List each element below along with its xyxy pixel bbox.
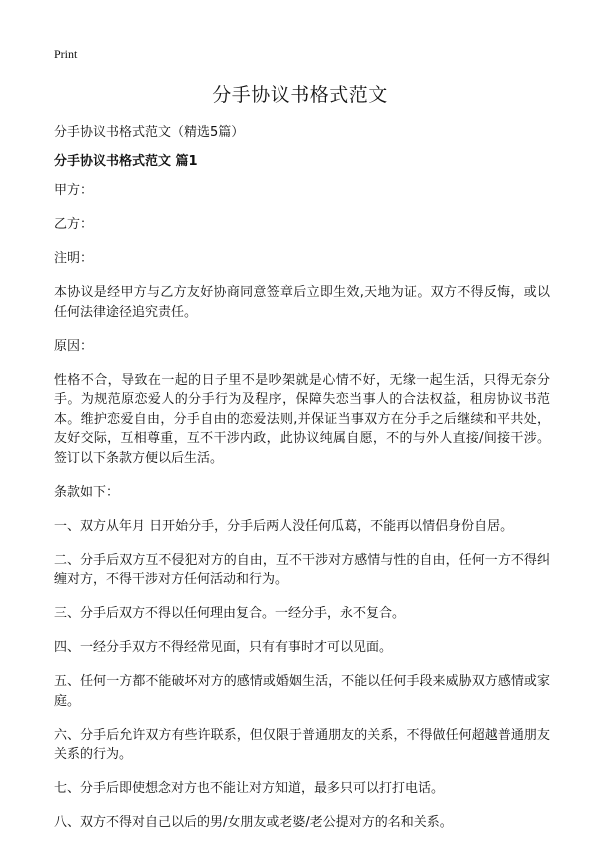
document-body	[54, 181, 550, 847]
note-label: 注明：	[54, 251, 94, 266]
terms-label: 条款如下：	[54, 484, 120, 500]
term-8: 八、双方不得对自己以后的男/女朋友或老婆/老公提对方的名和关系。	[54, 815, 453, 830]
term-4: 四、一经分手双方不得经常见面，只有有事时才可以见面。	[54, 640, 393, 655]
reason-label: 原因：	[54, 338, 94, 354]
agreement-effect-paragraph: 本协议是经甲方与乙方友好协商同意签章后立即生效,天地为证。双方不得反悔，或以任何法律途径追究责任。	[54, 285, 550, 320]
reason-paragraph: 性格不合，导致在一起的日子里不是吵架就是心情不好，无缘一起生活，只得无奈分手。为规范原恋爱人的分手行为及程序，保障失恋当事人的合法权益，租房协议书范本。维护恋爱自由，分手自由的恋爱法则,并保证当事双方在分手之后继续和平共处，友好交际，互相尊重，互不干涉内政，此协议纯属自愿，不的与外人直接/间接干涉。签订以下条款方便以后生活。	[54, 372, 550, 466]
document-subtitle: 分手协议书格式范文（精选5篇）	[54, 125, 245, 140]
party-a-line: 甲方：	[54, 183, 94, 198]
term-5: 五、任何一方都不能破坏对方的感情或婚姻生活，不能以任何手段来威胁双方感情或家庭。	[54, 674, 550, 709]
term-3: 三、分手后双方不得以任何理由复合。一经分手，永不复合。	[54, 606, 406, 621]
page-title: 分手协议书格式范文	[212, 84, 388, 106]
party-b-line: 乙方：	[54, 217, 94, 232]
term-2: 二、分手后双方互不侵犯对方的自由，互不干涉对方感情与性的自由，任何一方不得纠缠对方，不得干涉对方任何活动和行为。	[54, 552, 550, 587]
print-link[interactable]: Print	[54, 47, 78, 61]
section-heading: 分手协议书格式范文 篇1	[54, 154, 198, 169]
term-1: 一、双方从年月 日开始分手，分手后两人没任何瓜葛，不能再以情侣身份自居。	[54, 518, 514, 534]
term-7: 七、分手后即使想念对方也不能让对方知道，最多只可以打打电话。	[54, 781, 445, 796]
term-6: 六、分手后允许双方有些许联系，但仅限于普通朋友的关系，不得做任何超越普通朋友关系的行为。	[54, 727, 550, 762]
